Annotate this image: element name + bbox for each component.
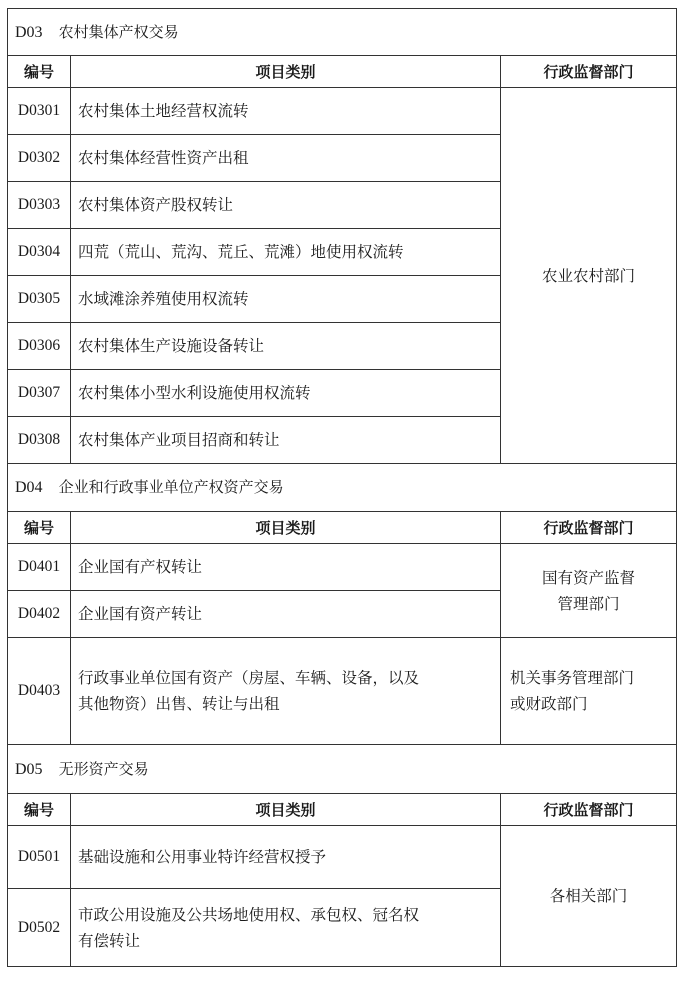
dept-line: 管理部门	[557, 594, 620, 613]
row-dept	[501, 544, 677, 638]
row-code: D0501	[8, 826, 71, 889]
header-code: 编号	[8, 512, 71, 544]
row-item: 农村集体产业项目招商和转让	[71, 417, 501, 464]
row-code: D0304	[8, 229, 71, 276]
header-item: 项目类别	[71, 794, 501, 826]
row-item: 农村集体经营性资产出租	[71, 135, 501, 182]
section-title-row	[8, 9, 677, 56]
row-item: 四荒（荒山、荒沟、荒丘、荒滩）地使用权流转	[71, 229, 501, 276]
section-name: 农村集体产权交易	[58, 22, 179, 41]
section-title	[8, 464, 677, 512]
row-code: D0502	[8, 889, 71, 967]
header-code: 编号	[8, 56, 71, 88]
row-code: D0302	[8, 135, 71, 182]
row-code: D0307	[8, 370, 71, 417]
row-item: 基础设施和公用事业特许经营权授予	[71, 826, 501, 889]
table-row	[8, 88, 677, 135]
table-row	[8, 544, 677, 591]
section-code: D03	[15, 23, 43, 41]
item-line: 行政事业单位国有资产（房屋、车辆、设备，以及	[78, 669, 420, 687]
header-item: 项目类别	[71, 512, 501, 544]
row-item: 企业国有资产转让	[71, 591, 501, 638]
row-item: 农村集体土地经营权流转	[71, 88, 501, 135]
header-dept: 行政监督部门	[501, 56, 677, 88]
row-item: 农村集体资产股权转让	[71, 182, 501, 229]
item-line: 有偿转让	[78, 931, 141, 950]
row-code: D0401	[8, 544, 71, 591]
row-code: D0303	[8, 182, 71, 229]
row-item	[71, 889, 501, 967]
header-row	[8, 56, 677, 88]
dept-line: 国有资产监督	[542, 568, 636, 587]
table-row	[8, 826, 677, 889]
item-line: 市政公用设施及公共场地使用权、承包权、冠名权	[78, 905, 420, 924]
section-title-row	[8, 745, 677, 794]
transaction-catalog-table	[7, 8, 677, 967]
row-item	[71, 638, 501, 745]
dept-line: 或财政部门	[510, 695, 588, 713]
row-dept: 农业农村部门	[501, 88, 677, 464]
row-code: D0402	[8, 591, 71, 638]
row-dept	[501, 638, 677, 745]
section-title	[8, 9, 677, 56]
header-row	[8, 512, 677, 544]
item-line: 其他物资）出售、转让与出租	[78, 695, 280, 713]
header-code: 编号	[8, 794, 71, 826]
row-item: 农村集体小型水利设施使用权流转	[71, 370, 501, 417]
row-code: D0301	[8, 88, 71, 135]
section-title	[8, 745, 677, 794]
dept-line: 机关事务管理部门	[510, 669, 635, 687]
table-row	[8, 638, 677, 745]
row-item: 农村集体生产设施设备转让	[71, 323, 501, 370]
row-item: 水域滩涂养殖使用权流转	[71, 276, 501, 323]
header-row	[8, 794, 677, 826]
row-code: D0308	[8, 417, 71, 464]
header-dept: 行政监督部门	[501, 512, 677, 544]
section-name: 企业和行政事业单位产权资产交易	[58, 478, 284, 496]
row-dept: 各相关部门	[501, 826, 677, 967]
section-code: D05	[15, 760, 43, 778]
row-code: D0305	[8, 276, 71, 323]
section-title-row	[8, 464, 677, 512]
header-item: 项目类别	[71, 56, 501, 88]
row-item: 企业国有产权转让	[71, 544, 501, 591]
row-code: D0403	[8, 638, 71, 745]
row-code: D0306	[8, 323, 71, 370]
section-name: 无形资产交易	[58, 759, 149, 778]
section-code: D04	[15, 479, 43, 496]
header-dept: 行政监督部门	[501, 794, 677, 826]
